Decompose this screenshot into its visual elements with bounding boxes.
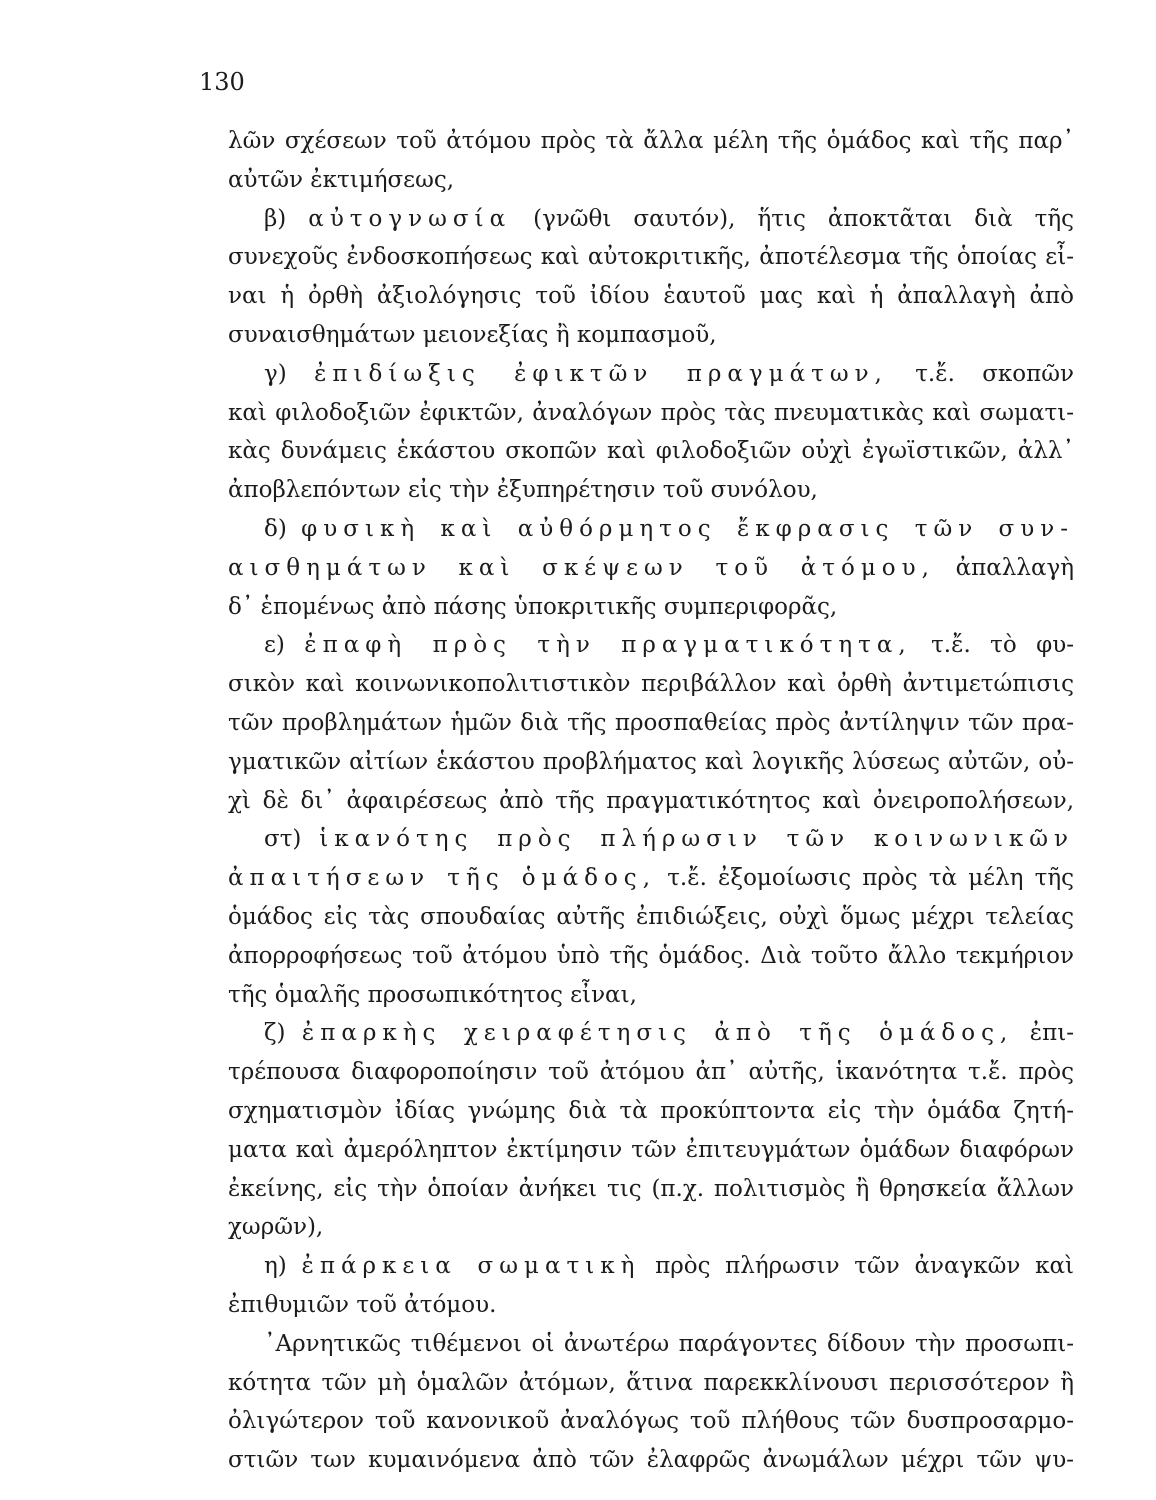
emphasized-term: ἐπαφὴ πρὸς τὴν πραγματικότητα, <box>304 632 912 659</box>
text-line: χωρῶν), <box>228 1214 324 1241</box>
text-line: ἐπιθυμιῶν τοῦ ἀτόμου. <box>228 1291 497 1318</box>
emphasized-term: ἐπιδίωξις ἐφικτῶν πραγμάτων, <box>314 360 888 387</box>
text-line: γματικῶν αἰτίων ἑκάστου προβλήματος καὶ λογικῆς λύσεως αὐτῶν, οὐ- <box>228 748 1074 775</box>
text-line: τῆς ὁμαλῆς προσωπικότητος εἶναι, <box>228 981 637 1008</box>
list-item-delta-cont <box>228 549 1074 588</box>
list-item-stigma-cont <box>228 859 1074 898</box>
list-item-stigma <box>228 820 1074 859</box>
text-line: ὁμάδος εἰς τὰς σπουδαίας αὐτῆς ἐπιδιώξεις, οὐχὶ ὅμως μέχρι τελείας <box>228 903 1074 930</box>
list-label: δ) <box>264 515 287 542</box>
text-line: κὰς δυνάμεις ἑκάστου σκοπῶν καὶ φιλοδοξιῶν οὐχὶ ἐγωϊστικῶν, ἀλλ᾿ <box>228 438 1074 465</box>
emphasized-term: ἐπάρκεια σωματικὴ <box>301 1253 641 1280</box>
emphasized-term: ἀπαιτήσεων τῆς ὁμάδος, <box>228 865 657 892</box>
item-text: τ.ἔ. τὸ φυ- <box>911 632 1074 659</box>
list-label: ε) <box>264 632 285 659</box>
text-line: ἐκείνης, εἰς τὴν ὁποίαν ἀνήκει τις (π.χ. πολιτισμὸς ἢ θρησκεία ἄλλων <box>228 1175 1074 1202</box>
body-text <box>228 122 1074 1480</box>
list-item-beta <box>228 200 1074 239</box>
text-line: συναισθημάτων μειονεξίας ἢ κομπασμοῦ, <box>228 321 717 348</box>
list-item-epsilon <box>228 626 1074 665</box>
text-line: συνεχοῦς ἐνδοσκοπήσεως καὶ αὐτοκριτικῆς, ἀποτέλεσμα τῆς ὁποίας εἶ- <box>228 244 1074 271</box>
paragraph-start: ᾿Αρνητικῶς τιθέμενοι οἱ ἀνωτέρω παράγοντες δίδουν τὴν προσωπι- <box>264 1330 1074 1357</box>
item-text: ἐπι- <box>1013 1020 1074 1047</box>
item-text: τ.ἔ. σκοπῶν <box>887 360 1074 387</box>
emphasized-term: αὐτογνωσία <box>308 205 512 232</box>
page-number: 130 <box>199 68 245 96</box>
text-line: ἀποβλεπόντων εἰς τὴν ἐξυπηρέτησιν τοῦ συνόλου, <box>228 477 818 504</box>
list-item-zeta <box>228 1014 1074 1053</box>
list-label: γ) <box>264 360 287 387</box>
text-line: σικὸν καὶ κοινωνικοπολιτιστικὸν περιβάλλον καὶ ὀρθὴ ἀντιμετώπισις <box>228 671 1074 698</box>
text-line: ἀπορροφήσεως τοῦ ἀτόμου ὑπὸ τῆς ὁμάδος. Διὰ τοῦτο ἄλλο τεκμήριον <box>228 942 1074 969</box>
text-line: ὀλιγώτερον τοῦ κανονικοῦ ἀναλόγως τοῦ πλήθους τῶν δυσπροσαρμο- <box>228 1408 1074 1435</box>
text-line: ναι ἡ ὀρθὴ ἀξιολόγησις τοῦ ἰδίου ἑαυτοῦ μας καὶ ἡ ἀπαλλαγὴ ἀπὸ <box>228 283 1074 310</box>
list-item-gamma <box>228 355 1074 394</box>
text-line: τῶν προβλημάτων ἡμῶν διὰ τῆς προσπαθείας πρὸς ἀντίληψιν τῶν πρα- <box>228 709 1074 736</box>
text-line: τρέπουσα διαφοροποίησιν τοῦ ἀτόμου ἀπ᾿ αὐτῆς, ἱκανότητα τ.ἔ. πρὸς <box>228 1059 1074 1086</box>
emphasized-term: ἱκανότης πρὸς πλήρωσιν τῶν κοινωνικῶν <box>319 826 1074 853</box>
text-line: στιῶν των κυμαινόμενα ἀπὸ τῶν ἐλαφρῶς ἀνωμάλων μέχρι τῶν ψυ- <box>228 1447 1074 1474</box>
text-line: καὶ φιλοδοξιῶν ἐφικτῶν, ἀναλόγων πρὸς τὰς πνευματικὰς καὶ σωματι- <box>228 399 1074 426</box>
text-line: λῶν σχέσεων τοῦ ἀτόμου πρὸς τὰ ἄλλα μέλη τῆς ὁμάδος καὶ τῆς παρ᾿ <box>228 128 1074 154</box>
item-text: (γνῶθι σαυτόν), ἥτις ἀποκτᾶται διὰ τῆς <box>511 205 1074 232</box>
list-item-delta <box>228 510 1074 549</box>
item-text: πρὸς πλήρωσιν τῶν ἀναγκῶν καὶ <box>640 1253 1074 1280</box>
text-line: χὶ δὲ δι᾿ ἀφαιρέσεως ἀπὸ τῆς πραγματικότητος καὶ ὀνειροπολήσεων, <box>228 787 1074 814</box>
list-label: στ) <box>264 826 302 853</box>
item-text: ἀπαλλαγὴ <box>934 554 1074 581</box>
list-item-eta <box>228 1247 1074 1286</box>
list-label: η) <box>264 1253 287 1280</box>
text-line: κότητα τῶν μὴ ὁμαλῶν ἀτόμων, ἅτινα παρεκκλίνουσι περισσότερον ἢ <box>228 1369 1074 1396</box>
text-line: αὐτῶν ἐκτιμήσεως, <box>228 166 455 193</box>
item-text: τ.ἔ. ἐξομοίωσις πρὸς τὰ μέλη τῆς <box>656 865 1074 892</box>
emphasized-term: φυσικὴ καὶ αὐθόρμητος ἔκφρασις τῶν συν- <box>301 515 1074 542</box>
emphasized-term: αισθημάτων καὶ σκέψεων τοῦ ἀτόμου, <box>228 554 935 581</box>
list-label: ζ) <box>264 1020 286 1047</box>
list-label: β) <box>264 205 287 232</box>
text-line: σχηματισμὸν ἰδίας γνώμης διὰ τὰ προκύπτοντα εἰς τὴν ὁμάδα ζητή- <box>228 1097 1074 1124</box>
emphasized-term: ἐπαρκὴς χειραφέτησις ἀπὸ τῆς ὁμάδος, <box>301 1020 1014 1047</box>
text-line: δ᾿ ἑπομένως ἀπὸ πάσης ὑποκριτικῆς συμπεριφορᾶς, <box>228 593 838 620</box>
text-line: ματα καὶ ἀμερόληπτον ἐκτίμησιν τῶν ἐπιτευγμάτων ὁμάδων διαφόρων <box>228 1136 1074 1163</box>
